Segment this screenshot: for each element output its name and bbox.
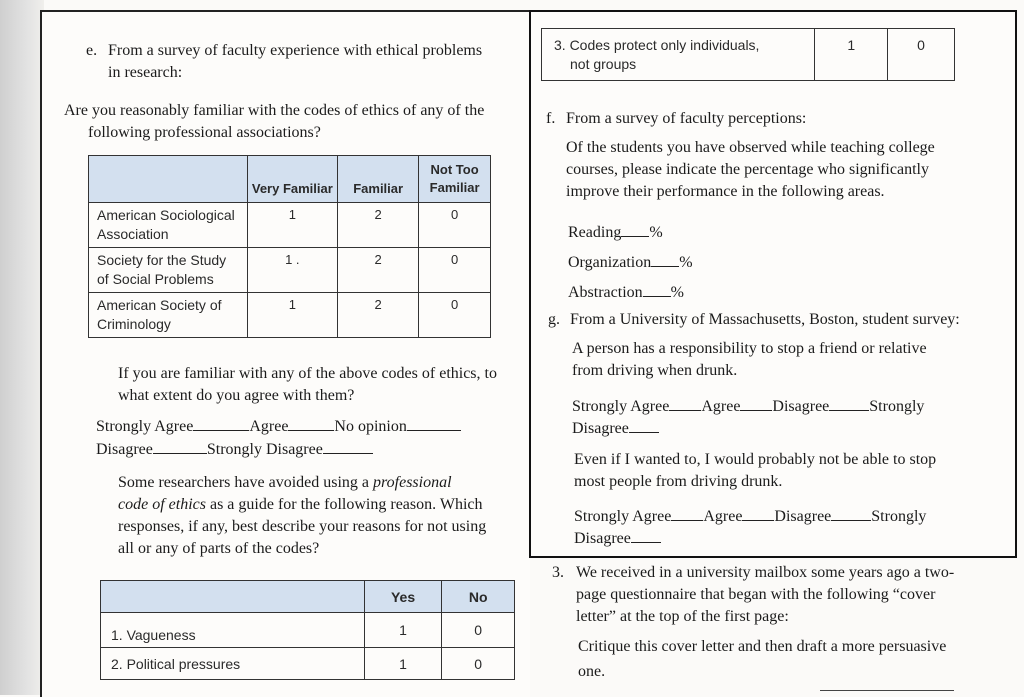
area-abstraction: Abstraction % — [568, 284, 684, 301]
item-3-instruction: Critique this cover letter and then draft a more persuasive — [578, 638, 947, 655]
col-yes: Yes — [364, 581, 442, 613]
row-label: 2. Political pressures — [101, 648, 365, 680]
option-no-opinion: No opinion — [334, 418, 407, 435]
agreement-options-2 — [96, 439, 373, 461]
col-familiar: Familiar — [338, 156, 419, 203]
cell-value: 0 — [442, 648, 515, 680]
codes-continuation-table — [541, 28, 955, 81]
row-label: Society for the Study of Social Problems — [89, 248, 248, 293]
answer-blank[interactable] — [629, 418, 659, 433]
agreement-options — [96, 416, 461, 438]
answer-blank[interactable] — [631, 528, 661, 543]
g-q2-options-2: Disagree — [574, 528, 661, 550]
reasons-question-2: code of ethics as a guide for the following reason. Which — [118, 496, 483, 513]
item-f-question: Of the students you have observed while teaching college — [566, 139, 935, 156]
item-e-text: From a survey of faculty experience with ethical problems — [108, 42, 483, 59]
item-g-text: From a University of Massachusetts, Boston, student survey: — [570, 311, 960, 328]
item-f-question-3: improve their performance in the following areas. — [566, 183, 885, 200]
familiarity-table — [88, 155, 491, 338]
answer-blank[interactable] — [407, 416, 461, 431]
g-question-1-2: from driving when drunk. — [572, 362, 738, 379]
g-question-1: A person has a responsibility to stop a friend or relative — [572, 340, 927, 357]
g-q2-options: Strongly Agree Agree Disagree Strongly — [574, 508, 927, 525]
answer-blank[interactable] — [742, 506, 774, 521]
table-row — [89, 203, 491, 248]
next-box-edge — [820, 690, 954, 691]
cell-value: 0 — [888, 29, 955, 81]
answer-blank[interactable] — [643, 282, 671, 297]
cell-value: 1 — [815, 29, 888, 81]
answer-blank[interactable] — [153, 439, 207, 454]
answer-blank[interactable] — [621, 222, 649, 237]
answer-blank[interactable] — [669, 396, 701, 411]
row-label: American Sociological Association — [89, 203, 248, 248]
cell-value: 2 — [338, 293, 419, 338]
col-no: No — [442, 581, 515, 613]
item-e-label: e. — [86, 42, 98, 59]
item-g-label: g. — [548, 311, 560, 328]
option-strongly-disagree: Strongly Disagree — [206, 441, 323, 458]
item-3-text-2: page questionnaire that began with the following “cover — [576, 586, 936, 603]
item-f-text: From a survey of faculty perceptions: — [566, 110, 807, 127]
item-e-text-2: in research: — [108, 64, 183, 81]
area-organization: Organization % — [568, 254, 693, 271]
cell-value: 1 . — [247, 248, 338, 293]
g-question-2-2: most people from driving drunk. — [574, 473, 783, 490]
option-agree: Agree — [249, 418, 289, 435]
cell-value: 2 — [338, 248, 419, 293]
cell-value: 0 — [419, 203, 491, 248]
area-reading: Reading % — [568, 224, 663, 241]
g-question-2: Even if I wanted to, I would probably not be able to stop — [574, 451, 937, 468]
answer-blank[interactable] — [288, 416, 334, 431]
answer-blank[interactable] — [651, 252, 679, 267]
cell-value: 1 — [247, 293, 338, 338]
answer-blank[interactable] — [323, 439, 373, 454]
row-label: 1. Vagueness — [101, 613, 365, 648]
table-corner — [89, 156, 248, 203]
familiarity-question: Are you reasonably familiar with the codes of ethics of any of the — [64, 102, 485, 119]
cell-value: 1 — [364, 648, 442, 680]
item-f-question-2: courses, please indicate the percentage who significantly — [566, 161, 929, 178]
g-q1-options: Strongly Agree Agree Disagree Strongly — [572, 398, 925, 415]
table-row — [542, 29, 955, 81]
table-corner — [101, 581, 365, 613]
cell-value: 2 — [338, 203, 419, 248]
answer-blank[interactable] — [193, 416, 249, 431]
cell-value: 0 — [442, 613, 515, 648]
answer-blank[interactable] — [740, 396, 772, 411]
answer-blank[interactable] — [831, 506, 871, 521]
col-very-familiar: Very Familiar — [247, 156, 338, 203]
agreement-question-2: what extent do you agree with them? — [118, 387, 355, 404]
reasons-question-4: all or any of parts of the codes? — [118, 540, 320, 557]
table-row — [89, 248, 491, 293]
row-label: 3. Codes protect only individuals, not groups — [542, 29, 815, 81]
option-disagree: Disagree — [96, 441, 153, 458]
col-not-too-familiar: Not Too Familiar — [419, 156, 491, 203]
g-q1-options-2: Disagree — [572, 418, 659, 440]
binding-shadow — [0, 0, 44, 695]
cell-value: 1 — [364, 613, 442, 648]
reasons-question-3: responses, if any, best describe your reasons for not using — [118, 518, 487, 535]
answer-blank[interactable] — [671, 506, 703, 521]
row-label: American Society of Criminology — [89, 293, 248, 338]
cell-value: 1 — [247, 203, 338, 248]
item-3-text-3: letter” at the top of the first page: — [576, 608, 789, 625]
cell-value: 0 — [419, 293, 491, 338]
item-f-label: f. — [546, 110, 556, 127]
item-3-label: 3. — [552, 564, 564, 581]
familiarity-question-2: following professional associations? — [88, 124, 321, 141]
table-row — [89, 293, 491, 338]
cell-value: 0 — [419, 248, 491, 293]
table-row — [101, 613, 515, 648]
option-strongly-agree: Strongly Agree — [96, 418, 194, 435]
table-row — [101, 648, 515, 680]
answer-blank[interactable] — [829, 396, 869, 411]
reasons-table — [100, 580, 515, 680]
reasons-question: Some researchers have avoided using a professional — [118, 474, 452, 491]
agreement-question: If you are familiar with any of the above codes of ethics, to — [118, 365, 497, 382]
item-3-instruction-2: one. — [578, 663, 606, 680]
item-3-text: We received in a university mailbox some years ago a two- — [576, 564, 955, 581]
